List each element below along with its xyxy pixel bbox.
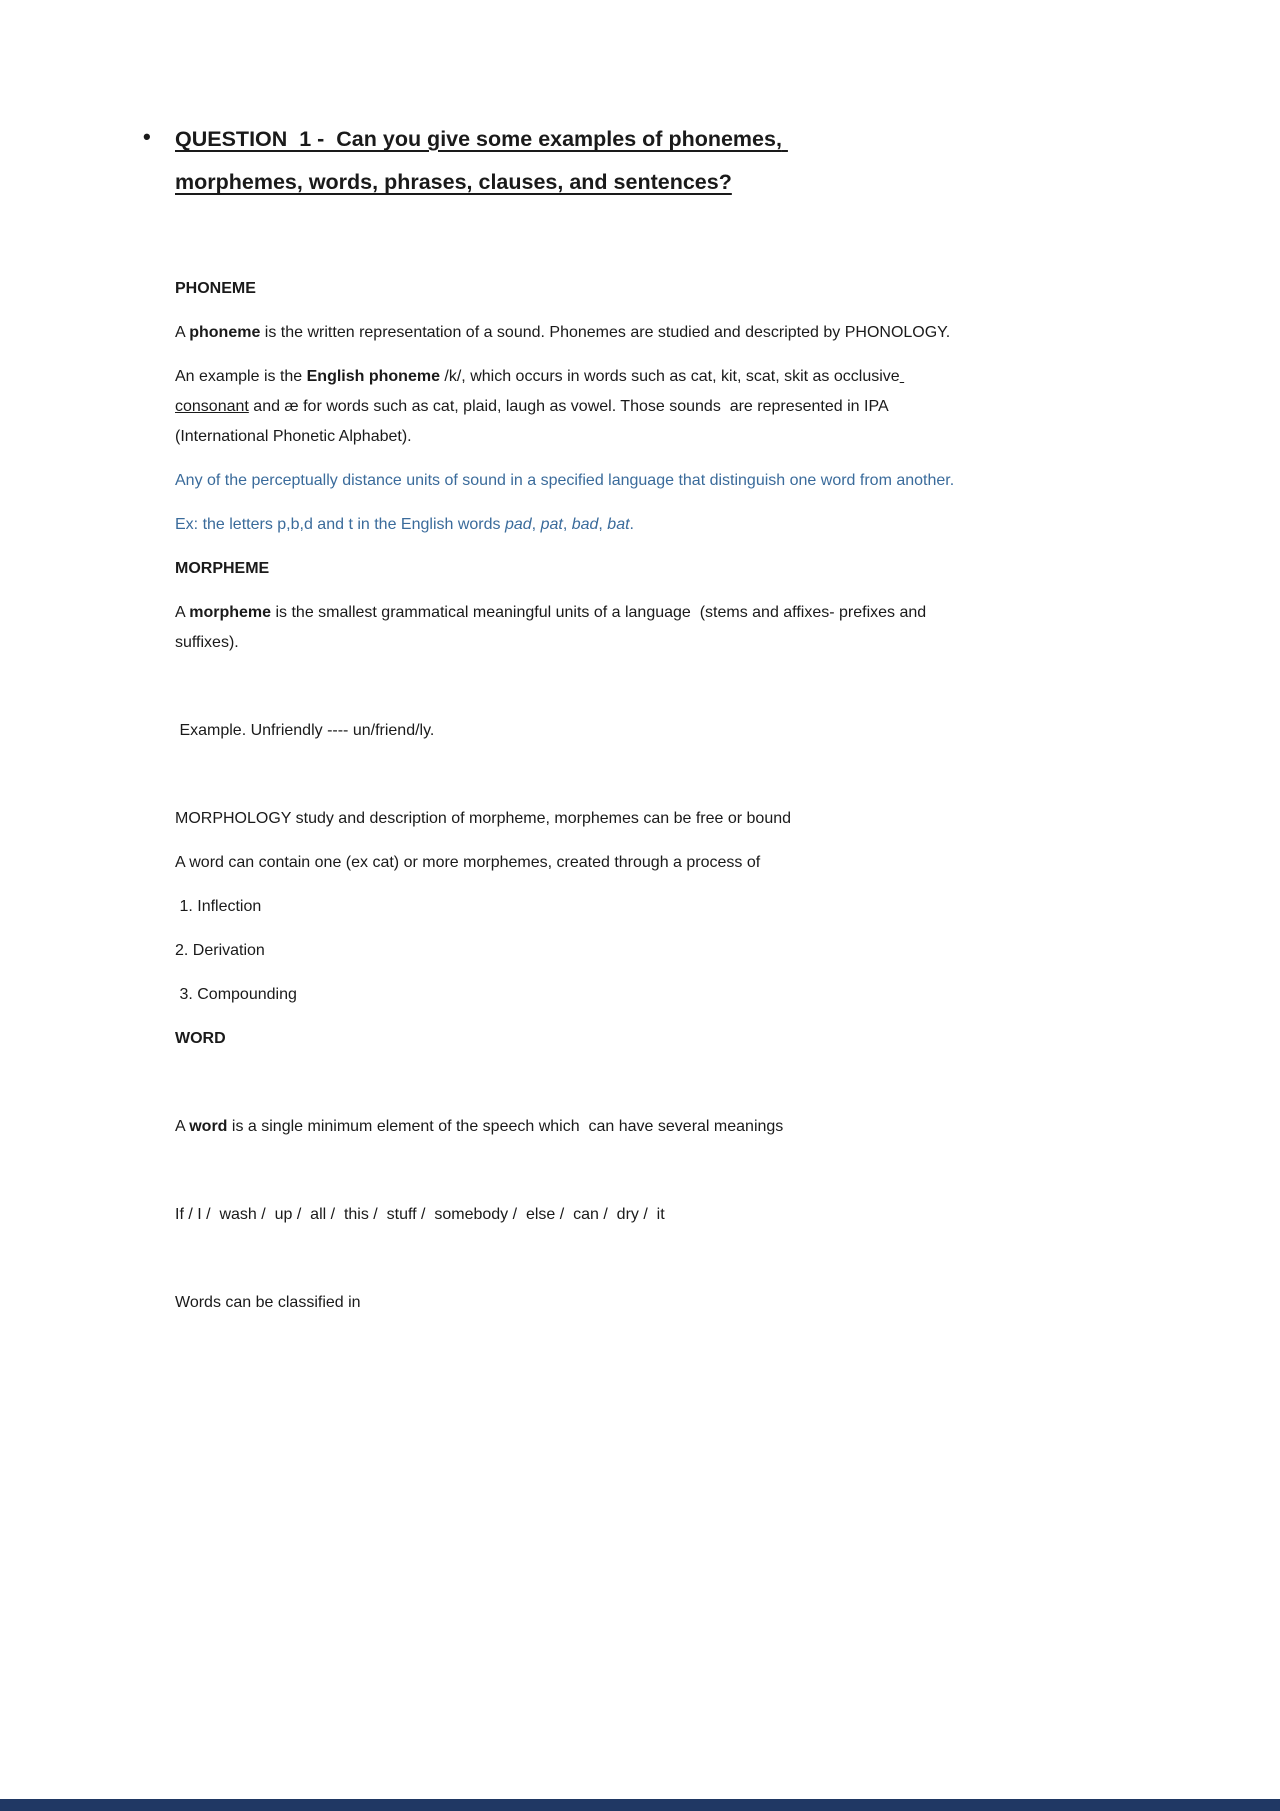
text-run: ,	[531, 516, 541, 533]
text-run: /k/, which occurs in words such as cat, kit, scat, skit as occlusive	[439, 368, 900, 385]
text-run: .	[629, 516, 634, 533]
spacer	[175, 672, 967, 702]
words-classification	[175, 1288, 967, 1318]
question-1-heading	[175, 118, 903, 204]
text-run: consonant	[175, 368, 905, 415]
phoneme-section-title	[175, 274, 967, 304]
text-run: is a single minimum element of the speech which can have several meanings	[227, 1118, 784, 1135]
morpheme-section-title	[175, 554, 967, 584]
text-run: PHONEME	[175, 280, 256, 297]
word-definition	[175, 1112, 967, 1142]
morpheme-definition	[175, 598, 967, 658]
document-body	[175, 118, 967, 1332]
text-run: morpheme	[189, 604, 272, 621]
text-run: is the written representation of a sound. Phonemes are studied and descripted by PHONOLOGY.	[260, 324, 951, 341]
text-run: is the smallest grammatical meaningful units of a language (stems and affixes- prefixes and suffixes).	[175, 604, 931, 651]
spacer	[175, 1156, 967, 1186]
text-run: 3. Compounding	[175, 986, 297, 1003]
text-run: Any of the perceptually distance units of sound in a specified language that distinguish one word from another.	[175, 472, 955, 489]
list-item-compounding	[175, 980, 967, 1010]
text-run: phoneme	[189, 324, 261, 341]
phoneme-dictionary-definition	[175, 466, 967, 496]
text-run: A word can contain one (ex cat) or more morphemes, created through a process of	[175, 854, 761, 871]
text-run: and æ for words such as cat, plaid, laugh as vowel. Those sounds are represented in IPA (International Phonetic Alphabet).	[175, 398, 893, 445]
text-run: bad	[571, 516, 599, 533]
phoneme-letters-example	[175, 510, 967, 540]
word-morphemes-note	[175, 848, 967, 878]
text-run: WORD	[175, 1030, 226, 1047]
text-run: bat	[607, 516, 630, 533]
morpheme-example	[175, 716, 967, 746]
text-run: word	[189, 1118, 228, 1135]
text-run: A	[175, 604, 190, 621]
text-run: pad	[504, 516, 532, 533]
list-item-derivation	[175, 936, 967, 966]
phoneme-example	[175, 362, 967, 452]
spacer	[175, 1244, 967, 1274]
text-run: pat	[540, 516, 563, 533]
spacer	[175, 760, 967, 790]
morphology-note	[175, 804, 967, 834]
text-run: ,	[598, 516, 608, 533]
text-run: Example. Unfriendly ---- un/friend/ly.	[175, 722, 435, 739]
text-run: Words can be classified in	[175, 1294, 361, 1311]
text-run: English phoneme	[306, 368, 440, 385]
text-run: 2. Derivation	[175, 942, 265, 959]
text-run: If / I / wash / up / all / this / stuff / somebody / else / can / dry / it	[175, 1206, 665, 1223]
page-footer-bar	[0, 1799, 1280, 1811]
text-run: ,	[562, 516, 572, 533]
phoneme-definition	[175, 318, 967, 348]
word-section-title	[175, 1024, 967, 1054]
list-item-inflection	[175, 892, 967, 922]
text-run: QUESTION 1 - Can you give some examples of phonemes, morphemes, words, phrases, clauses, and sentences?	[175, 127, 788, 194]
text-run: Ex: the letters p,b,d and t in the English words	[175, 516, 505, 533]
text-run: 1. Inflection	[175, 898, 262, 915]
text-run: MORPHOLOGY study and description of morpheme, morphemes can be free or bound	[175, 810, 792, 827]
text-run: A	[175, 324, 190, 341]
text-run: An example is the	[175, 368, 307, 385]
word-example	[175, 1200, 967, 1230]
text-run: A	[175, 1118, 190, 1135]
spacer	[175, 1068, 967, 1098]
text-run: MORPHEME	[175, 560, 270, 577]
